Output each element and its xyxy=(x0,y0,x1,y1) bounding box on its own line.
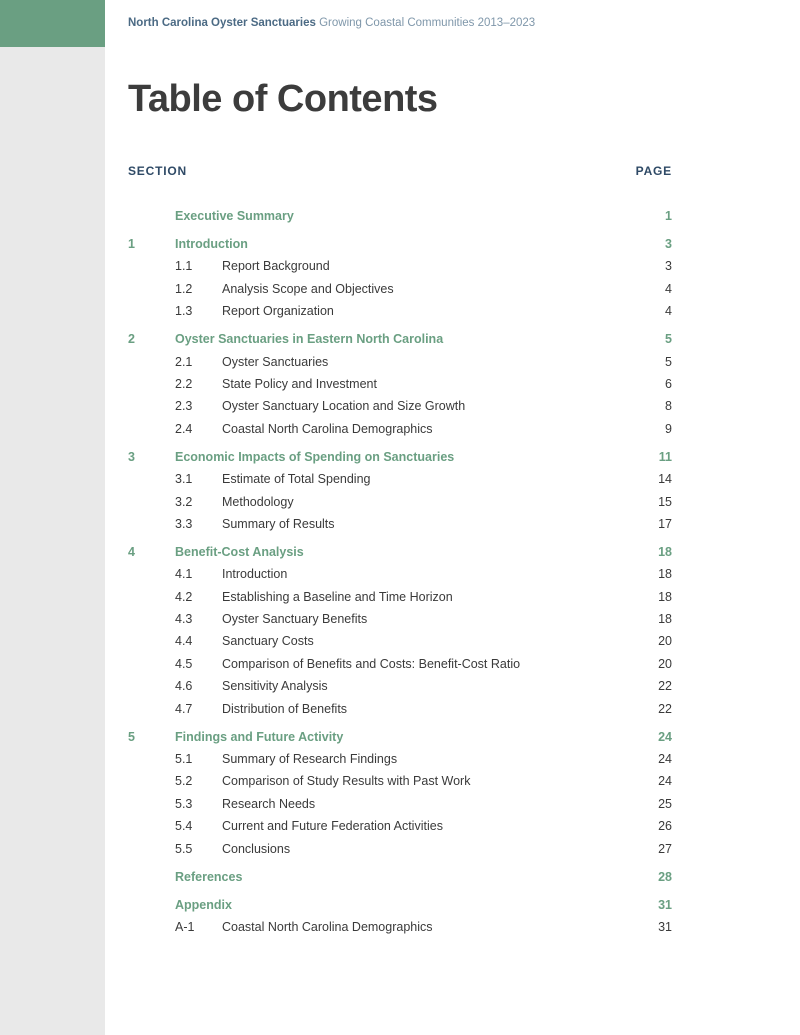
toc-entry-number: 4.2 xyxy=(175,589,193,604)
toc-page-number: 28 xyxy=(658,869,672,884)
header-subtitle: Growing Coastal Communities 2013–2023 xyxy=(319,17,536,29)
toc-page-number: 31 xyxy=(658,919,672,934)
toc-entry-title[interactable]: Appendix xyxy=(175,897,232,912)
toc-entry-title[interactable]: Sensitivity Analysis xyxy=(222,679,328,694)
sidebar-band xyxy=(0,0,105,1035)
toc-entry-number: 3.1 xyxy=(175,472,193,487)
toc-entry-number: 2.1 xyxy=(175,354,193,369)
toc-page-number: 4 xyxy=(665,304,672,319)
toc-entry-number: 2.2 xyxy=(175,376,193,391)
toc-subsection-row[interactable] xyxy=(128,676,672,696)
toc-chapter-row[interactable] xyxy=(128,542,672,562)
toc-page-number: 18 xyxy=(658,589,672,604)
toc-entry-number: 5.4 xyxy=(175,819,193,834)
toc-entry-title[interactable]: Current and Future Federation Activities xyxy=(222,819,443,834)
toc-subsection-row[interactable] xyxy=(128,771,672,791)
toc-page-number: 15 xyxy=(658,494,672,509)
toc-subsection-row[interactable] xyxy=(128,374,672,394)
toc-page-number: 18 xyxy=(658,544,672,559)
toc-entry-number: 1.3 xyxy=(175,304,193,319)
toc-subsection-row[interactable] xyxy=(128,419,672,439)
toc-entry-title[interactable]: Benefit-Cost Analysis xyxy=(175,544,304,559)
toc-page-number: 20 xyxy=(658,656,672,671)
toc-entry-number: 5.5 xyxy=(175,841,193,856)
toc-subsection-row[interactable] xyxy=(128,917,672,937)
toc-entry-number: 5.1 xyxy=(175,752,193,767)
toc-entry-number: 2 xyxy=(128,332,135,347)
toc-subsection-row[interactable] xyxy=(128,564,672,584)
running-header xyxy=(128,17,535,29)
toc-entry-title[interactable]: Report Organization xyxy=(222,304,334,319)
toc-page-number: 3 xyxy=(665,259,672,274)
toc-page-number: 31 xyxy=(658,897,672,912)
toc-subsection-row[interactable] xyxy=(128,469,672,489)
toc-entry-title[interactable]: Establishing a Baseline and Time Horizon xyxy=(222,589,453,604)
toc-chapter-row[interactable] xyxy=(128,234,672,254)
toc-chapter-row[interactable] xyxy=(128,447,672,467)
toc-entry-title[interactable]: Introduction xyxy=(222,567,288,582)
toc-entry-number: 2.3 xyxy=(175,399,193,414)
toc-subsection-row[interactable] xyxy=(128,256,672,276)
toc-entry-number: 4.4 xyxy=(175,634,193,649)
toc-page-number: 24 xyxy=(658,729,672,744)
toc-subsection-row[interactable] xyxy=(128,587,672,607)
toc-entry-title[interactable]: Coastal North Carolina Demographics xyxy=(222,919,433,934)
toc-subsection-row[interactable] xyxy=(128,794,672,814)
toc-page-number: 27 xyxy=(658,841,672,856)
toc-entry-number: 5 xyxy=(128,729,135,744)
toc-entry-title[interactable]: Analysis Scope and Objectives xyxy=(222,281,394,296)
toc-subsection-row[interactable] xyxy=(128,609,672,629)
toc-chapter-row[interactable] xyxy=(128,727,672,747)
toc-page-number: 22 xyxy=(658,701,672,716)
toc-entry-number: 4.1 xyxy=(175,567,193,582)
toc-entry-title[interactable]: Summary of Results xyxy=(222,516,335,531)
toc-page-number: 5 xyxy=(665,332,672,347)
toc-page-number: 4 xyxy=(665,281,672,296)
toc-page-number: 24 xyxy=(658,774,672,789)
toc-page-number: 5 xyxy=(665,354,672,369)
toc-page-number: 8 xyxy=(665,399,672,414)
toc-entry-title[interactable]: State Policy and Investment xyxy=(222,376,377,391)
toc-subsection-row[interactable] xyxy=(128,749,672,769)
toc-entry-number: 4.7 xyxy=(175,701,193,716)
toc-entry-number: 4.3 xyxy=(175,612,193,627)
toc-entry-number: 4.6 xyxy=(175,679,193,694)
toc-subsection-row[interactable] xyxy=(128,514,672,534)
toc-chapter-row[interactable] xyxy=(128,206,672,226)
toc-page-number: 9 xyxy=(665,421,672,436)
toc-entry-title[interactable]: Estimate of Total Spending xyxy=(222,472,371,487)
toc-entry-number: 3 xyxy=(128,449,135,464)
toc-entry-title[interactable]: Oyster Sanctuary Location and Size Growth xyxy=(222,399,466,414)
toc-entry-number: 1.2 xyxy=(175,281,193,296)
toc-entry-title[interactable]: Research Needs xyxy=(222,796,316,811)
toc-list xyxy=(128,206,672,937)
toc-subsection-row[interactable] xyxy=(128,352,672,372)
toc-entry-title[interactable]: Introduction xyxy=(175,237,248,251)
toc-subsection-row[interactable] xyxy=(128,631,672,651)
toc-page-number: 24 xyxy=(658,752,672,767)
toc-entry-title[interactable]: Oyster Sanctuary Benefits xyxy=(222,612,368,627)
toc-page-number: 20 xyxy=(658,634,672,649)
toc-page-number: 18 xyxy=(658,612,672,627)
toc-subsection-row[interactable] xyxy=(128,839,672,859)
toc-subsection-row[interactable] xyxy=(128,301,672,321)
toc-entry-number: 5.2 xyxy=(175,774,193,789)
toc-page-number: 25 xyxy=(658,796,672,811)
toc-chapter-row[interactable] xyxy=(128,895,672,915)
header-report-name: North Carolina Oyster Sanctuaries xyxy=(128,17,316,29)
toc-subsection-row[interactable] xyxy=(128,699,672,719)
toc-entry-number: 2.4 xyxy=(175,421,193,436)
toc-entry-number: 5.3 xyxy=(175,796,193,811)
toc-entry-number: 1 xyxy=(128,237,135,251)
toc-entry-title[interactable]: Executive Summary xyxy=(175,209,294,223)
toc-entry-title[interactable]: Conclusions xyxy=(222,841,291,856)
toc-subsection-row[interactable] xyxy=(128,816,672,836)
toc-entry-title[interactable]: Economic Impacts of Spending on Sanctuaries xyxy=(175,449,455,464)
toc-entry-number: 3.3 xyxy=(175,516,193,531)
toc-subsection-row[interactable] xyxy=(128,654,672,674)
toc-page-number: 18 xyxy=(658,567,672,582)
toc-entry-number: 1.1 xyxy=(175,259,193,274)
toc-entry-number: A-1 xyxy=(175,919,195,934)
toc-entry-title[interactable]: Report Background xyxy=(222,259,330,274)
toc-subsection-row[interactable] xyxy=(128,279,672,299)
toc-subsection-row[interactable] xyxy=(128,492,672,512)
toc-page-number: 22 xyxy=(658,679,672,694)
toc-entry-title[interactable]: Summary of Research Findings xyxy=(222,752,398,767)
toc-entry-number: 4.5 xyxy=(175,656,193,671)
page-title: Table of Contents xyxy=(128,78,438,120)
toc-subsection-row[interactable] xyxy=(128,396,672,416)
toc-page-number: 14 xyxy=(658,472,672,487)
toc-page-number: 6 xyxy=(665,376,672,391)
toc-entry-title[interactable]: Sanctuary Costs xyxy=(222,634,314,649)
toc-entry-title[interactable]: Coastal North Carolina Demographics xyxy=(222,421,433,436)
toc-page-number: 26 xyxy=(658,819,672,834)
toc-entry-title[interactable]: References xyxy=(175,869,243,884)
toc-entry-number: 3.2 xyxy=(175,494,193,509)
toc-entry-title[interactable]: Oyster Sanctuaries xyxy=(222,354,329,369)
section-column-header: SECTION xyxy=(128,164,187,178)
sidebar-accent-block xyxy=(0,0,105,47)
toc-page-number: 11 xyxy=(658,449,672,464)
page-column-header: PAGE xyxy=(635,164,672,178)
toc-page-number: 3 xyxy=(665,237,672,251)
toc-entry-number: 4 xyxy=(128,544,135,559)
toc-page-number: 1 xyxy=(665,209,672,223)
toc-entry-title[interactable]: Distribution of Benefits xyxy=(222,701,348,716)
toc-page-number: 17 xyxy=(658,516,672,531)
toc-entry-title[interactable]: Comparison of Study Results with Past Work xyxy=(222,774,471,789)
toc-chapter-row[interactable] xyxy=(128,867,672,887)
toc-entry-title[interactable]: Comparison of Benefits and Costs: Benefit-Cost Ratio xyxy=(222,656,521,671)
toc-chapter-row[interactable] xyxy=(128,329,672,349)
toc-entry-title[interactable]: Findings and Future Activity xyxy=(175,729,344,744)
toc-entry-title[interactable]: Methodology xyxy=(222,494,294,509)
toc-entry-title[interactable]: Oyster Sanctuaries in Eastern North Carolina xyxy=(175,332,444,347)
